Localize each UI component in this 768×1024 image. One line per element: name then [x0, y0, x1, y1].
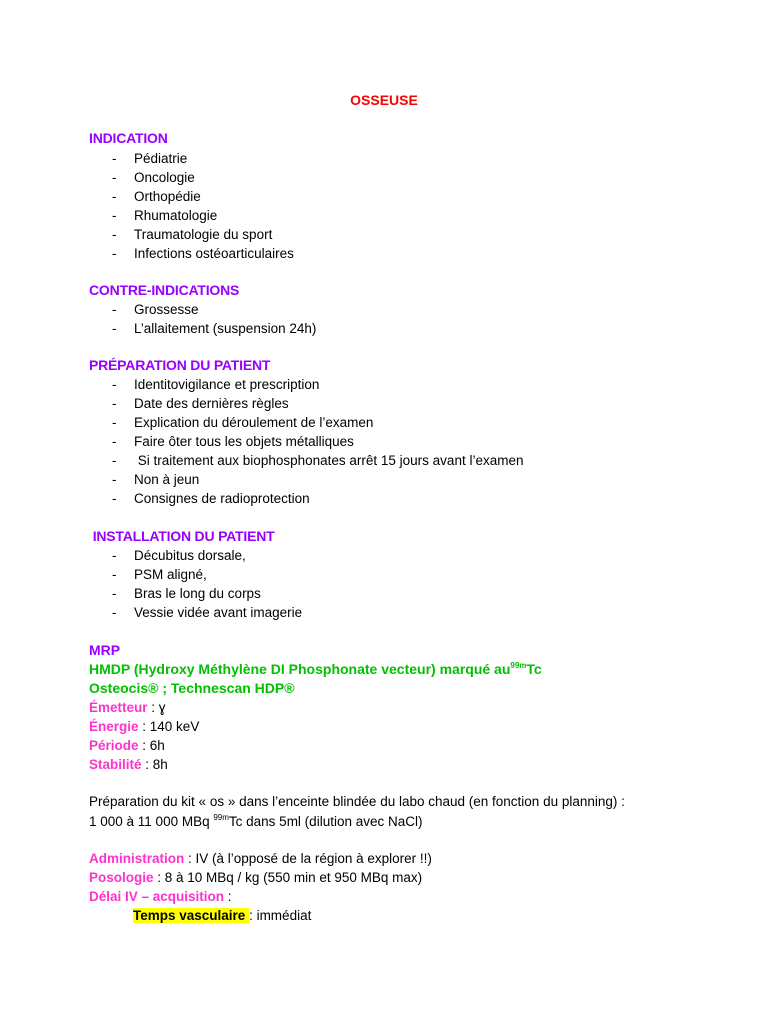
list-item: - Traumatologie du sport [112, 227, 273, 242]
delai-line: Délai IV – acquisition : [89, 889, 232, 904]
list-item: - Rhumatologie [112, 208, 218, 223]
list-item: - Vessie vidée avant imagerie [112, 605, 303, 620]
page-title: OSSEUSE [350, 92, 418, 108]
list-item: - Identitovigilance et prescription [112, 377, 320, 392]
periode-line: Période : 6h [89, 738, 165, 753]
list-item: - Explication du déroulement de l’examen [112, 415, 374, 430]
list-item: - Oncologie [112, 170, 195, 185]
list-item: - Grossesse [112, 302, 199, 317]
preparation-list [112, 375, 523, 508]
kit-activity-line: 1 000 à 11 000 MBq $^{99m}$Tc dans 5ml (dilution avec NaCl) [89, 813, 423, 829]
list-item: - PSM aligné, [112, 567, 207, 582]
list-item: - L’allaitement (suspension 24h) [112, 321, 317, 336]
preparation-heading: PRÉPARATION DU PATIENT [89, 357, 271, 373]
list-item: - Infections ostéoarticulaires [112, 246, 294, 261]
list-item: - Bras le long du corps [112, 586, 261, 601]
stabilite-line: Stabilité : 8h [89, 757, 168, 772]
list-item: - Orthopédie [112, 189, 201, 204]
hmdp-line: HMDP (Hydroxy Méthylène DI Phosphonate vecteur) marqué $au^{99m}Tc$ [89, 661, 542, 677]
list-item: - Décubitus dorsale, [112, 548, 246, 563]
installation-list [112, 546, 302, 622]
posologie-line: Posologie : 8 à 10 MBq / kg (550 min et 950 MBq max) [89, 870, 423, 885]
energie-line: Énergie : 140 keV [89, 719, 200, 734]
list-item: - Date des dernières règles [112, 396, 289, 411]
kit-preparation-line: Préparation du kit « os » dans l’enceinte blindée du labo chaud (en fonction du planning) : [89, 794, 625, 809]
emetteur-line: Émetteur : ɣ [89, 700, 166, 715]
installation-heading: INSTALLATION DU PATIENT [89, 528, 275, 544]
mrp-heading: MRP [89, 642, 121, 658]
temps-vasculaire-line: Temps vasculaire : immédiat [133, 908, 312, 923]
list-item: - Non à jeun [112, 472, 200, 487]
contre-indications-list [112, 300, 316, 338]
list-item: - Si traitement aux biophosphonates arrêt 15 jours avant l’examen [112, 453, 524, 468]
indication-list [112, 149, 294, 263]
brands-line: Osteocis® ; Technescan HDP® [89, 680, 295, 696]
list-item: - Consignes de radioprotection [112, 491, 310, 506]
administration-line: Administration : IV (à l’opposé de la région à explorer !!) [89, 851, 432, 866]
list-item: - Faire ôter tous les objets métalliques [112, 434, 354, 449]
indication-heading: INDICATION [89, 130, 168, 146]
contre-indications-heading: CONTRE-INDICATIONS [89, 282, 240, 298]
list-item: - Pédiatrie [112, 151, 188, 166]
